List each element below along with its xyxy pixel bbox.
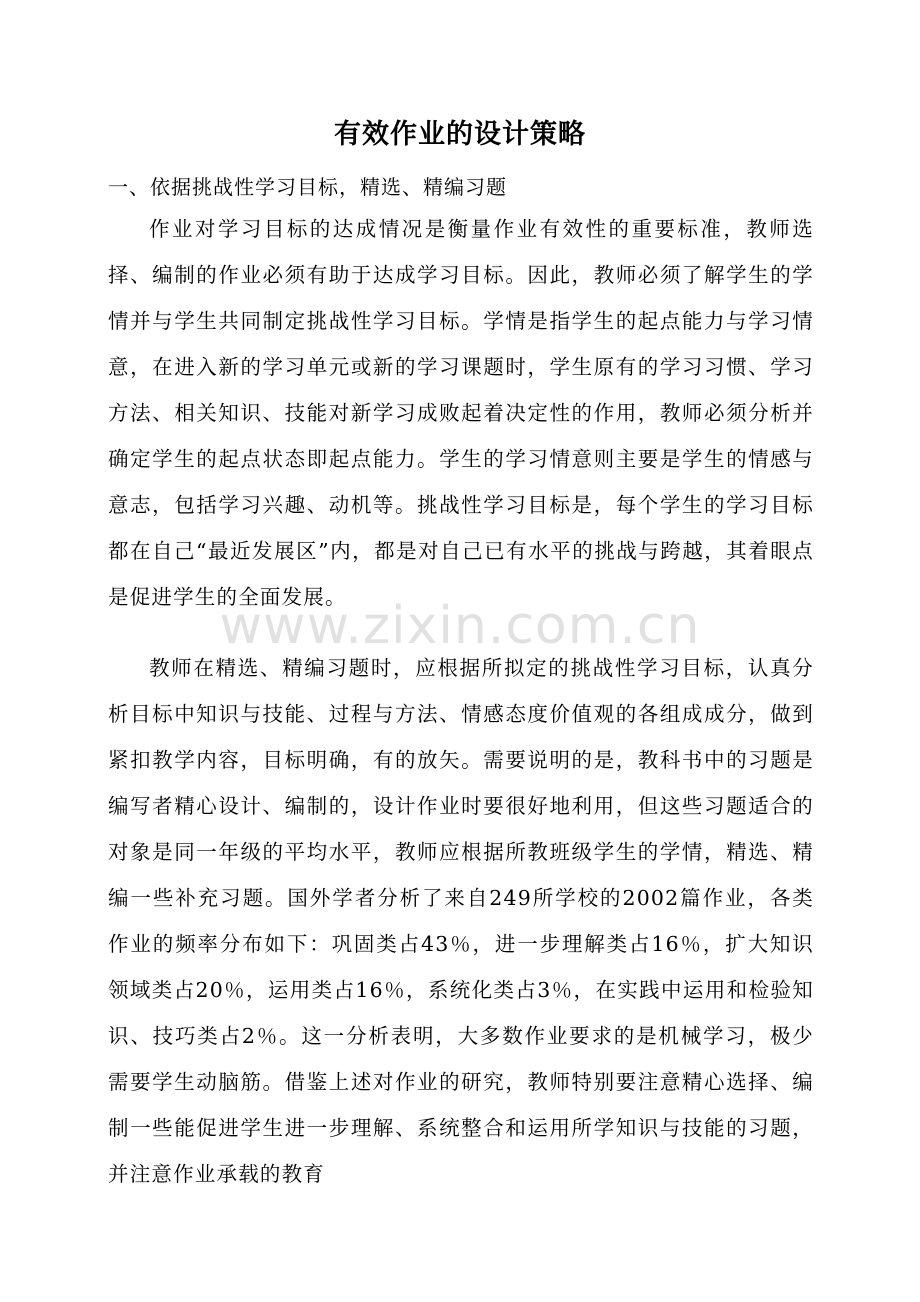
body-paragraph-1: 作业对学习目标的达成情况是衡量作业有效性的重要标准，教师选择、编制的作业必须有助于达成学习目标。因此，教师必须了解学生的学情并与学生共同制定挑战性学习目标。学情是指学生的起点能力与学习情意，在进入新的学习单元或新的学习课题时，学生原有的学习习惯、学习方法、相关知识、技能对新学习成败起着决定性的作用，教师必须分析并确定学生的起点状态即起点能力。学生的学习情意则主要是学生的情感与意志，包括学习兴趣、动机等。挑战性学习目标是，每个学生的学习目标都在自己“最近发展区”内，都是对自己已有水平的挑战与跨越，其着眼点是促进学生的全面发展。	[108, 217, 814, 609]
body-paragraph-2: 教师在精选、精编习题时，应根据所拟定的挑战性学习目标，认真分析目标中知识与技能、过程与方法、情感态度价值观的各组成成分，做到紧扣教学内容，目标明确，有的放矢。需要说明的是，教科书中的习题是编写者精心设计、编制的，设计作业时要很好地利用，但这些习题适合的对象是同一年级的平均水平，教师应根据所教班级学生的学情，精选、精编一些补充习题。国外学者分析了来自249所学校的2002篇作业，各类作业的频率分布如下：巩固类占43％，进一步理解类占16％，扩大知识领域类占20％，运用类占16％，系统化类占3％，在实践中运用和检验知识、技巧类占2％。这一分析表明，大多数作业要求的是机械学习，极少需要学生动脑筋。借鉴上述对作业的研究，教师特别要注意精心选择、编制一些能促进学生进一步理解、系统整合和运用所学知识与技能的习题，并注意作业承载的教育	[108, 656, 814, 1186]
section-heading: 一、依据挑战性学习目标，精选、精编习题	[108, 175, 507, 199]
watermark-text: www.zixin.com.cn	[219, 596, 701, 656]
document-title: 有效作业的设计策略	[334, 119, 586, 150]
